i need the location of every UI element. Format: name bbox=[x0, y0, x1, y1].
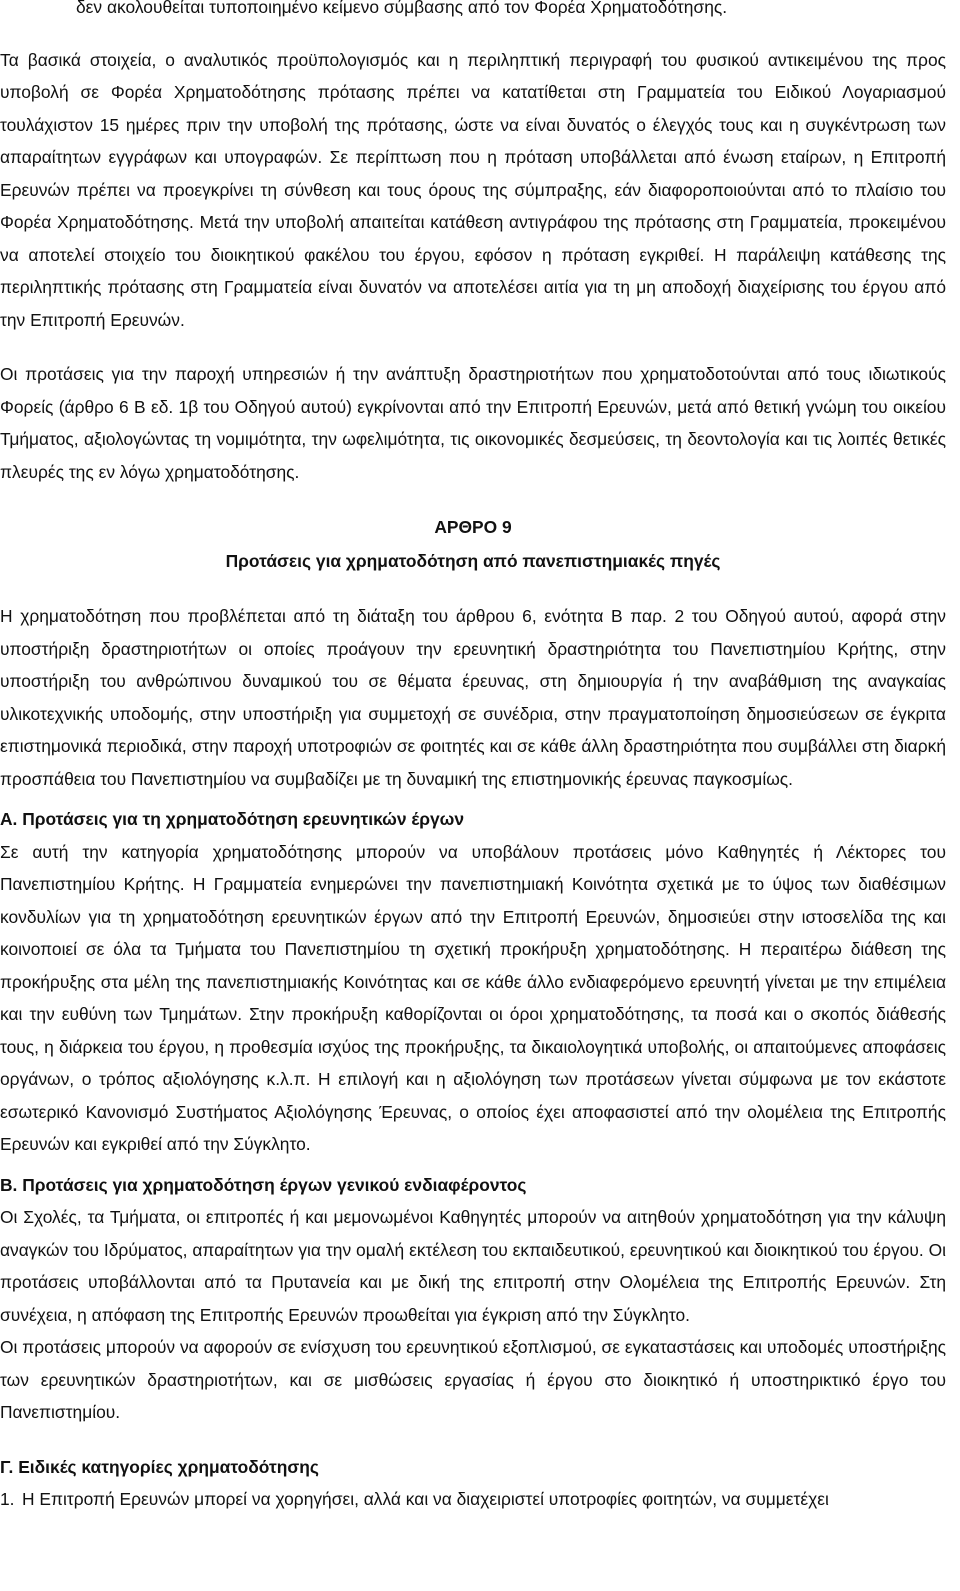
article-heading bbox=[0, 510, 946, 578]
paragraph-continuation: δεν ακολουθείται τυποποιημένο κείμενο σύμβασης από τον Φορέα Χρηματοδότησης. bbox=[76, 0, 728, 17]
section-c-heading: Γ. Ειδικές κατηγορίες χρηματοδότησης bbox=[0, 1456, 319, 1477]
list-item-text: Η Επιτροπή Ερευνών μπορεί να χορηγήσει, αλλά και να διαχειριστεί υποτροφίες φοιτητών, να συμμετέχει bbox=[22, 1489, 829, 1509]
paragraph-section-b-1: Οι Σχολές, τα Τμήματα, οι επιτροπές ή και μεμονωμένοι Καθηγητές μπορούν να αιτηθούν χρηματοδότηση για την κάλυψη αναγκών του Ιδρύματος, απαραίτητων για την ομαλή εκτέλεση του εκπαιδευτικού, ερευνητικού και διοικητικού του έργου. Οι προτάσεις υποβάλλονται από τα Πρυτανεία και με δική της επιτροπή στην Ολομέλεια της Επιτροπής Ερευνών. Στη συνέχεια, η απόφαση της Επιτροπής Ερευνών προωθείται για έγκριση από την Σύγκλητο. bbox=[0, 1207, 946, 1325]
section-a-heading: Α. Προτάσεις για τη χρηματοδότηση ερευνητικών έργων bbox=[0, 809, 465, 829]
list-item-number: 1. bbox=[0, 1489, 15, 1509]
article-title: Προτάσεις για χρηματοδότηση από πανεπιστημιακές πηγές bbox=[225, 551, 721, 571]
article-number: ΑΡΘΡΟ 9 bbox=[434, 517, 512, 537]
paragraph-university-funding-scope: Η χρηματοδότηση που προβλέπεται από τη διάταξη του άρθρου 6, ενότητα Β παρ. 2 του Οδηγού αυτού, αφορά στην υποστήριξη δραστηριοτήτων οι οποίες προάγουν την ερευνητική δραστηριότητα του Πανεπιστημίου Κρήτης, στην υποστήριξη του ανθρώπινου δυναμικού του σε θέματα έρευνας, στη δημιουργία ή την αναβάθμιση της αναγκαίας υλικοτεχνικής υποδομής, στην υποστήριξη για συμμετοχή σε συνέδρια, στην πραγματοποίηση δημοσιεύσεων σε έγκριτα επιστημονικά περιοδικά, στην παροχή υποτροφιών σε φοιτητές και σε κάθε άλλη δραστηριότητα που συμβάλλει στη διαρκή προσπάθεια του Πανεπιστημίου να συμβαδίζει με τη δυναμική της επιστημονικής έρευνας παγκοσμίως. bbox=[0, 606, 946, 789]
list-item bbox=[0, 1483, 946, 1516]
paragraph-submission-requirements: Τα βασικά στοιχεία, ο αναλυτικός προϋπολογισμός και η περιληπτική περιγραφή του φυσικού αντικειμένου της προς υποβολή σε Φορέα Χρηματοδότησης πρότασης πρέπει να κατατίθεται στη Γραμματεία του Ειδικού Λογαριασμού τουλάχιστον 15 ημέρες πριν την υποβολή της πρότασης, ώστε να είναι δυνατός ο έλεγχός τους και η συγκέντρωση των απαραίτητων εγγράφων και υπογραφών. Σε περίπτωση που η πρόταση υποβάλλεται από ένωση εταίρων, η Επιτροπή Ερευνών πρέπει να προεγκρίνει τη σύνθεση και τους όρους της σύμπραξης, εάν διαφοροποιούνται από το πλαίσιο του Φορέα Χρηματοδότησης. Μετά την υποβολή απαιτείται κατάθεση αντιγράφου της πρότασης στη Γραμματεία, προκειμένου να αποτελεί στοιχείο του διοικητικού φακέλου του έργου, εφόσον η πρόταση εγκριθεί. Η παράλειψη κατάθεσης της περιληπτικής πρότασης στη Γραμματεία είναι δυνατόν να αποτελέσει αιτία για τη μη αποδοχή διαχείρισης του έργου από την Επιτροπή Ερευνών. bbox=[0, 49, 946, 330]
paragraph-section-b-2: Οι προτάσεις μπορούν να αφορούν σε ενίσχυση του ερευνητικού εξοπλισμού, σε εγκαταστάσεις και υποδομές υποστήριξης των ερευνητικών δραστηριοτήτων, και σε μισθώσεις εργασίας ή έργου στο διοικητικό ή υποστηρικτικό έργο του Πανεπιστημίου. bbox=[0, 1337, 946, 1422]
section-b-heading: Β. Προτάσεις για χρηματοδότηση έργων γενικού ενδιαφέροντος bbox=[0, 1174, 527, 1195]
paragraph-section-a: Σε αυτή την κατηγορία χρηματοδότησης μπορούν να υποβάλουν προτάσεις μόνο Καθηγητές ή Λέκτορες του Πανεπιστημίου Κρήτης. Η Γραμματεία ενημερώνει την πανεπιστημιακή Κοινότητα σχετικά με το ύψος των διαθέσιμων κονδυλίων για τη χρηματοδότηση ερευνητικών έργων από την Επιτροπή Ερευνών, δημοσιεύει στην ιστοσελίδα της και κοινοποιεί σε όλα τα Τμήματα του Πανεπιστημίου τη σχετική προκήρυξη χρηματοδότησης. Η περαιτέρω διάθεση της προκήρυξης στα μέλη της πανεπιστημιακής Κοινότητας και σε κάθε άλλο ενδιαφερόμενο ερευνητή γίνεται με την επιμέλεια και την ευθύνη των Τμημάτων. Στην προκήρυξη καθορίζονται οι όροι χρηματοδότησης, τα ποσά και ο σκοπός διάθεσής τους, η διάρκεια του έργου, η προθεσμία ισχύος της προκήρυξης, τα δικαιολογητικά υποβολής, οι απαιτούμενες αποφάσεις οργάνων, ο τρόπος αξιολόγησης κ.λ.π. Η επιλογή και η αξιολόγηση των προτάσεων γίνεται σύμφωνα με τον εκάστοτε εσωτερικό Κανονισμό Συστήματος Αξιολόγησης Έρευνας, ο οποίος έχει αποφασιστεί από την ολομέλεια της Επιτροπής Ερευνών και εγκριθεί από την Σύγκλητο. bbox=[0, 841, 946, 1154]
paragraph-private-funding-approval: Οι προτάσεις για την παροχή υπηρεσιών ή την ανάπτυξη δραστηριοτήτων που χρηματοδοτούνται από τους ιδιωτικούς Φορείς (άρθρο 6 Β εδ. 1β του Οδηγού αυτού) εγκρίνονται από την Επιτροπή Ερευνών, μετά από θετική γνώμη του οικείου Τμήματος, αξιολογώντας τη νομιμότητα, την ωφελιμότητα, τις οικονομικές δεσμεύσεις, τη δεοντολογία και τις λοιπές θετικές πλευρές της εν λόγω χρηματοδότησης. bbox=[0, 364, 946, 482]
